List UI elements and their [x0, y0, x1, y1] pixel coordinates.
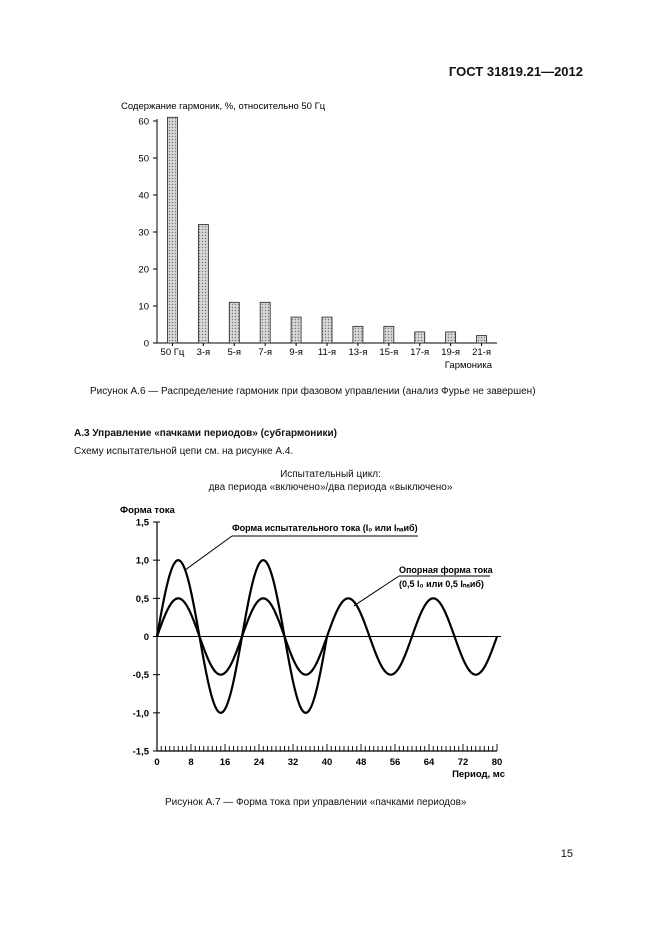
bar: [322, 317, 332, 343]
x-tick-label: 50 Гц: [160, 347, 185, 358]
x-tick-label: 24: [253, 757, 265, 768]
y-tick-label: 0: [143, 338, 149, 350]
x-tick-label: 11-я: [317, 347, 337, 358]
bar: [415, 332, 425, 343]
x-axis-label: Гармоника: [444, 360, 492, 371]
annotation-leader: [185, 536, 232, 570]
y-tick-label: 20: [138, 264, 149, 276]
x-tick-label: 15-я: [379, 347, 399, 358]
y-tick-label: 0: [143, 632, 149, 643]
bar: [446, 332, 456, 343]
bar: [167, 117, 177, 343]
figure-a7-title-line2: два периода «включено»/два периода «выключено»: [208, 482, 453, 493]
y-tick-label: 60: [138, 116, 149, 128]
y-tick-label: 40: [138, 190, 149, 202]
bar: [353, 326, 363, 343]
y-tick-label: 30: [138, 227, 149, 239]
harmonics-bar-chart: [0, 0, 661, 380]
x-tick-label: 5-я: [227, 347, 242, 358]
figure-a7-caption: Рисунок А.7 — Форма тока при управлении «пачками периодов»: [165, 797, 467, 808]
x-tick-label: 40: [321, 757, 333, 768]
y-tick-label: 10: [138, 301, 149, 313]
section-text: Схему испытательной цепи см. на рисунке А.4.: [74, 446, 294, 457]
y-tick-label: 50: [138, 153, 149, 165]
document-standard-number: ГОСТ 31819.21—2012: [448, 64, 583, 79]
y-axis-label: Форма тока: [120, 505, 175, 516]
x-tick-label: 7-я: [258, 347, 272, 358]
x-tick-label: 72: [457, 757, 469, 768]
annotation-test-current: Форма испытательного тока (I₀ или Iₙₐиб): [232, 523, 418, 533]
x-tick-label: 17-я: [410, 347, 430, 358]
chart-title: Содержание гармоник, %, относительно 50 Гц: [121, 101, 326, 112]
current-waveform-chart: [0, 500, 661, 790]
bar: [384, 326, 394, 343]
bar: [260, 302, 270, 343]
y-tick-label: 1,5: [135, 517, 149, 529]
figure-a6-caption: Рисунок А.6 — Распределение гармоник при фазовом управлении (анализ Фурье не завершен): [90, 386, 536, 397]
x-axis-label: Период, мс: [452, 769, 505, 780]
annotation-leader: [354, 576, 399, 606]
bar: [229, 302, 239, 343]
bar: [198, 225, 208, 343]
y-tick-label: 0,5: [135, 593, 149, 605]
x-tick-label: 13-я: [348, 347, 368, 358]
x-tick-label: 21-я: [472, 347, 491, 358]
x-tick-label: 48: [355, 757, 367, 768]
x-tick-label: 8: [188, 757, 194, 768]
section-heading: А.3 Управление «пачками периодов» (субгармоники): [74, 428, 337, 439]
page-number: 15: [560, 848, 573, 860]
annotation-reference-line1: Опорная форма тока: [399, 565, 493, 575]
x-tick-label: 0: [154, 757, 160, 768]
annotation-reference-line2: (0,5 I₀ или 0,5 Iₙₐиб): [399, 579, 484, 589]
x-tick-label: 3-я: [196, 347, 211, 358]
bar: [291, 317, 301, 343]
y-tick-label: -0,5: [132, 670, 149, 682]
y-tick-label: -1,0: [132, 708, 149, 720]
bar: [477, 336, 487, 343]
x-tick-label: 19-я: [441, 347, 461, 358]
x-tick-label: 32: [287, 757, 299, 768]
figure-a7-title-line1: Испытательный цикл:: [280, 469, 381, 480]
y-tick-label: 1,0: [135, 555, 149, 567]
x-tick-label: 16: [219, 757, 231, 768]
x-tick-label: 64: [423, 757, 435, 768]
x-tick-label: 56: [389, 757, 401, 768]
x-tick-label: 80: [491, 757, 503, 768]
y-tick-label: -1,5: [132, 746, 149, 758]
x-tick-label: 9-я: [289, 347, 303, 358]
